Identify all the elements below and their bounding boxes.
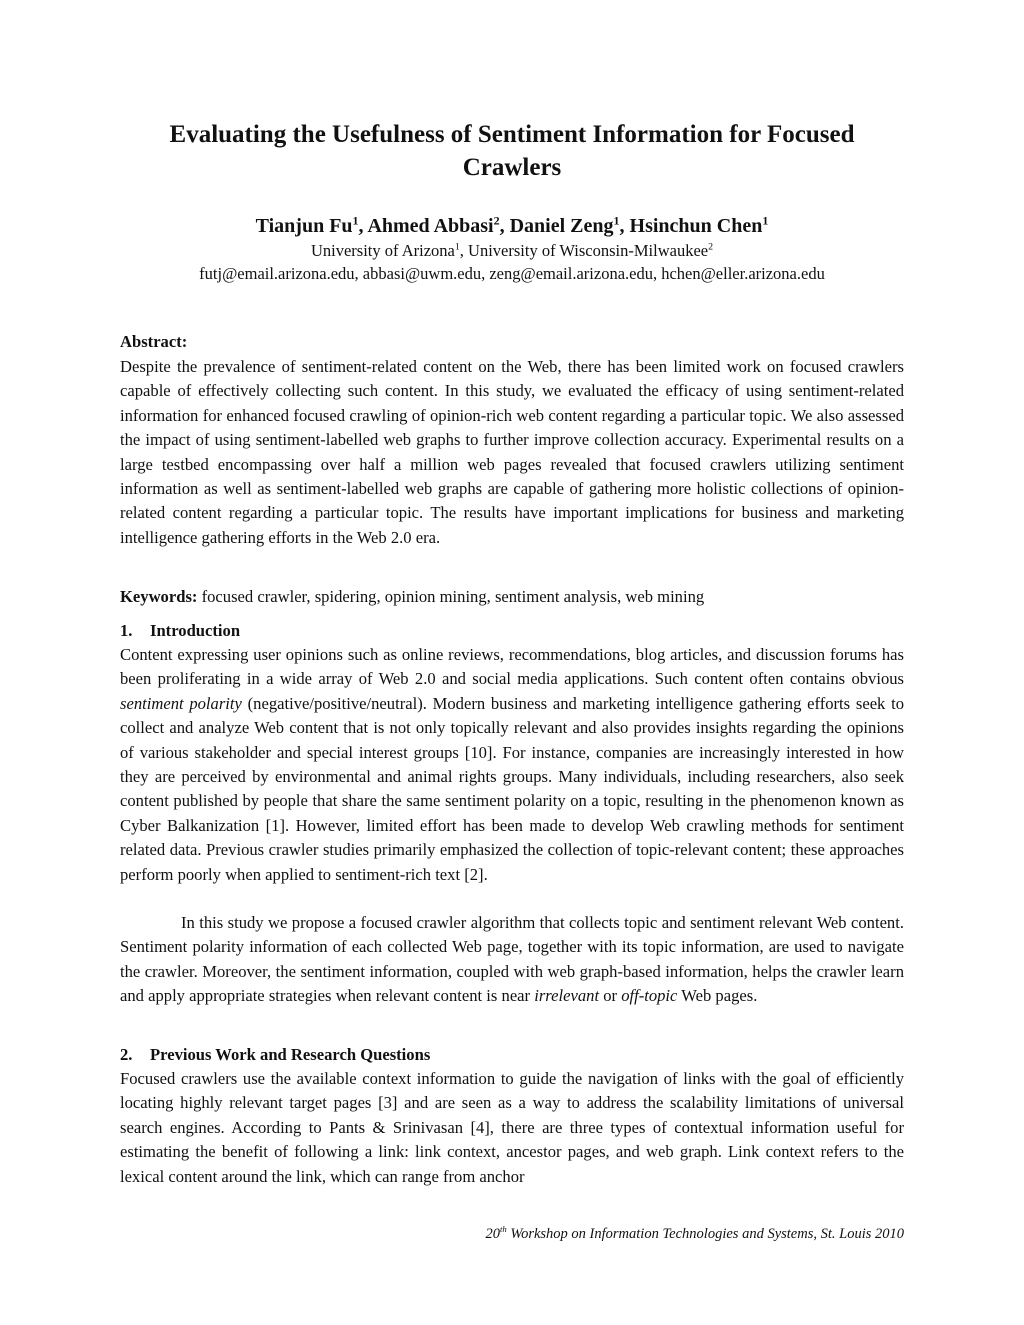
text-run: Content expressing user opinions such as online reviews, recommendations, blog articles, and discussion forums has been proliferating in a wide array of Web 2.0 and social media applications. Such content often contains obvious bbox=[120, 645, 904, 689]
page-footer bbox=[485, 1224, 904, 1244]
author: Tianjun Fu$^1$, bbox=[255, 213, 368, 237]
section-number: 2. bbox=[120, 1045, 133, 1064]
author-emails: futj@email.arizona.edu, abbasi@uwm.edu, zeng@email.arizona.edu, hchen@eller.arizona.edu bbox=[199, 264, 825, 283]
introduction-paragraph-1 bbox=[120, 643, 904, 887]
section-heading-previous-work bbox=[120, 1043, 430, 1067]
previous-work-paragraph-1: Focused crawlers use the available context information to guide the navigation of links with the goal of efficiently locating highly relevant target pages [3] and are seen as a way to address the scalability limitations of universal search engines. According to Pants & Srinivasan [4], there are three types of contextual information useful for estimating the benefit of following a link: link context, ancestor pages, and web graph. Link context refers to the lexical content around the link, which can range from anchor bbox=[120, 1069, 904, 1186]
paper-title: Evaluating the Usefulness of Sentiment Information for Focused Crawlers bbox=[169, 121, 855, 181]
abstract-text: Despite the prevalence of sentiment-related content on the Web, there has been limited work on focused crawlers capable of effectively collecting such content. In this study, we evaluated the efficacy of using sentiment-related information for enhanced focused crawling of opinion-rich web content regarding a particular topic. We also assessed the impact of using sentiment-labelled web graphs to further improve collection accuracy. Experimental results on a large testbed encompassing over half a million web pages revealed that focused crawlers utilizing sentiment information as well as sentiment-labelled web graphs are capable of gathering more holistic collections of opinion-related content regarding a particular topic. The results have important implications for business and marketing intelligence gathering efforts in the Web 2.0 era. bbox=[120, 357, 904, 547]
abstract-heading: Abstract: bbox=[120, 332, 188, 351]
affiliation: University of Arizona$^1$, bbox=[310, 241, 469, 260]
emphasis: irrelevant bbox=[534, 986, 600, 1006]
footer-text: Workshop on Information Technologies and Systems, St. Louis 2010 bbox=[506, 1226, 904, 1242]
footer-ordinal: th bbox=[499, 1224, 507, 1235]
section-number: 1. bbox=[120, 621, 133, 640]
affiliation: University of Wisconsin-Milwaukee$^2$ bbox=[468, 241, 714, 260]
author: Daniel Zeng$^1$, bbox=[509, 213, 630, 237]
author: Ahmed Abbasi$^2$, bbox=[367, 213, 510, 237]
keywords-text: focused crawler, spidering, opinion mining, sentiment analysis, web mining bbox=[201, 587, 705, 606]
affiliations bbox=[120, 240, 904, 262]
emphasis: off-topic bbox=[621, 986, 678, 1006]
section-title: Previous Work and Research Questions bbox=[150, 1045, 431, 1064]
footer-number: 20 bbox=[485, 1226, 500, 1242]
introduction-paragraph-2 bbox=[120, 911, 904, 1009]
author: Hsinchun Chen$^1$ bbox=[629, 213, 769, 237]
author-list bbox=[120, 213, 904, 239]
section-heading-introduction bbox=[120, 619, 240, 643]
text-run: or bbox=[599, 986, 622, 1006]
emphasis: sentiment polarity bbox=[120, 693, 242, 713]
text-run: (negative/positive/neutral). Modern business and marketing intelligence gathering efforts seek to collect and analyze Web content that is not only topically relevant and also provides insights regarding the opinions of various stakeholder and special interest groups [10]. For instance, companies are increasingly interested in how they are perceived by environmental and animal rights groups. Many individuals, including researchers, also seek content published by people that share the same sentiment polarity on a topic, resulting in the phenomenon known as Cyber Balkanization [1]. However, limited effort has been made to develop Web crawling methods for sentiment related data. Previous crawler studies primarily emphasized the collection of topic-relevant content; these approaches perform poorly when applied to sentiment-rich text [2]. bbox=[120, 693, 904, 884]
section-title: Introduction bbox=[150, 621, 241, 640]
text-run: In this study we propose a focused crawler algorithm that collects topic and sentiment relevant Web content. Sentiment polarity information of each collected Web page, together with its topic information, are used to navigate the crawler. Moreover, the sentiment information, coupled with web graph-based information, helps the crawler learn and apply appropriate strategies when relevant content is near bbox=[120, 913, 904, 1006]
text-run: Web pages. bbox=[677, 986, 758, 1006]
keywords bbox=[120, 585, 904, 609]
keywords-label: Keywords: bbox=[120, 587, 198, 606]
